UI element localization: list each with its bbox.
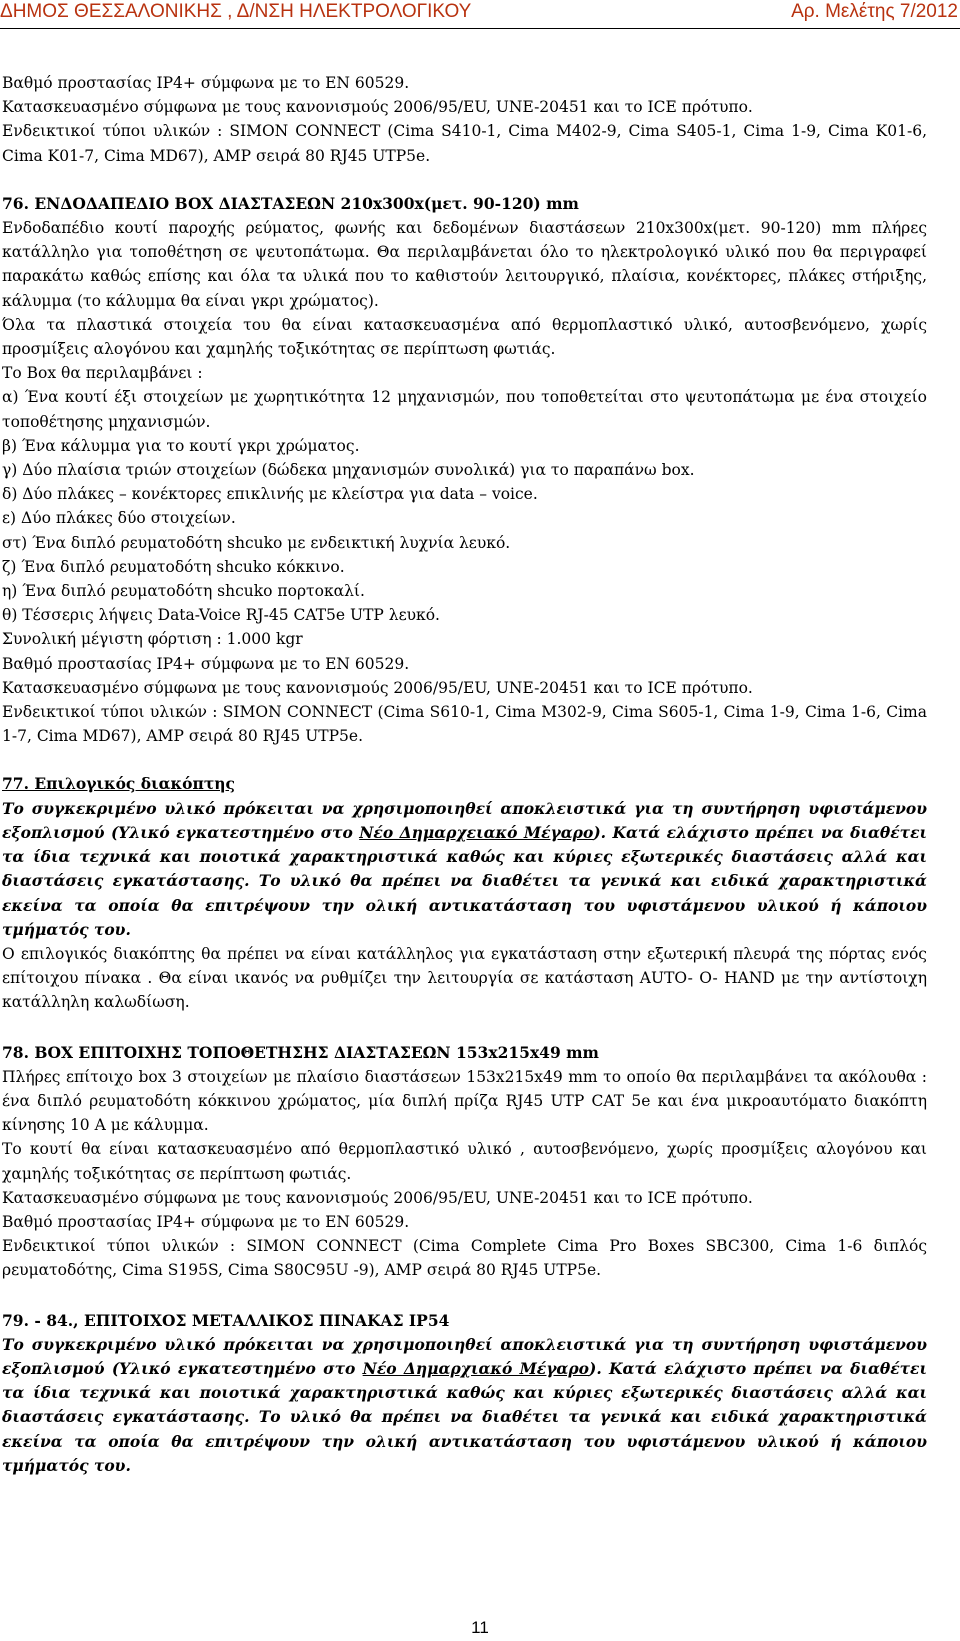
section-79-84-title: 79. - 84., ΕΠΙΤΟΙΧΟΣ ΜΕΤΑΛΛΙΚΟΣ ΠΙΝΑΚΑΣ IP54 (2, 1310, 450, 1330)
section-78-title: 78. ΒΟΧ ΕΠΙΤΟΙΧΗΣ ΤΟΠΟΘΕΤΗΣΗΣ ΔΙΑΣΤΑΣΕΩΝ 153x215x49 mm (2, 1042, 599, 1062)
section-76-max-load: Συνολική μέγιστη φόρτιση : 1.000 kgr (2, 630, 303, 649)
section-76-standards: Κατασκευασμένο σύμφωνα με τους κανονισμούς 2006/95/EU, UNE-20451 και το ICE πρότυπο. (2, 678, 753, 697)
list-item: ε) Δύο πλάκες δύο στοιχείων. (2, 509, 236, 528)
section-78-indicative-types: Ενδεικτικοί τύποι υλικών : SIMON CONNECT (Cima Complete Cima Pro Boxes SBC300, Cima 1-6 διπλός ρευματοδότης, Cima S195S, Cima S80C95U -9), AMP σειρά 80 RJ45 UTP5e. (2, 1237, 927, 1280)
intro-indicative-types: Ενδεικτικοί τύποι υλικών : SIMON CONNECT (Cima S410-1, Cima M402-9, Cima S405-1, Cima 1-9, Cima K01-6, Cima K01-7, Cima MD67), AMP σειρά 80 RJ45 UTP5e. (2, 122, 927, 165)
list-item: θ) Τέσσερις λήψεις Data-Voice RJ-45 CAT5e UTP λευκό. (2, 606, 440, 625)
list-item: β) Ένα κάλυμμα για το κουτί γκρι χρώματος. (2, 436, 360, 455)
intro-protection: Βαθμό προστασίας IP4+ σύμφωνα με το ΕΝ 60529. (2, 74, 410, 92)
page-number: 11 (471, 1618, 489, 1637)
section-76-materials: Όλα τα πλαστικά στοιχεία του θα είναι κατασκευασμένα από θερμοπλαστικό υλικό, αυτοσβενόμενο, χωρίς προσμίξεις αλογόνου και χαμηλής τοξικότητας σε περίπτωση φωτιάς. (2, 315, 927, 359)
building-reference: Νέο Δημαρχιακό Μέγαρο (362, 1358, 590, 1378)
section-76-title: 76. ΕΝΔΟΔΑΠΕΔΙΟ BOX ΔΙΑΣΤΑΣΕΩΝ 210x300x(μετ. 90-120) mm (2, 193, 579, 213)
page-header (0, 0, 960, 29)
section-76-indicative-types: Ενδεικτικοί τύποι υλικών : SIMON CONNECT (Cima S610-1, Cima M302-9, Cima S605-1, Cima 1-9, Cima 1-6, Cima 1-7, Cima MD67), AMP σειρά 80 RJ45 UTP5e. (2, 703, 927, 746)
header-organization: ΔΗΜΟΣ ΘΕΣΣΑΛΟΝΙΚΗΣ , Δ/ΝΣΗ ΗΛΕΚΤΡΟΛΟΓΙΚΟΥ (0, 1, 472, 22)
section-76-description: Ενδοδαπέδιο κουτί παροχής ρεύματος, φωνής και δεδομένων διαστάσεων 210x300x(μετ. 90-120) mm πλήρες κατάλληλο για τοποθέτηση σε ψευτοπάτωμα. Θα περιλαμβάνεται όλο το ηλεκτρολογικό υλικό που θα περιγραφεί παρακάτω καθώς επίσης και όλα τα υλικά που το καθιστούν λειτουργικό, πλαίσια, κονέκτορες, πλάκες στήριξης, κάλυμμα (το κάλυμμα θα είναι γκρι χρώματος). (2, 219, 927, 310)
document-body (2, 71, 927, 1478)
building-reference: Νέο Δημαρχειακό Μέγαρο (359, 822, 594, 842)
section-78-protection: Βαθμό προστασίας IP4+ σύμφωνα με το ΕΝ 60529. (2, 1212, 410, 1231)
list-item: γ) Δύο πλαίσια τριών στοιχείων (δώδεκα μηχανισμών συνολικά) για το παραπάνω box. (2, 461, 695, 480)
list-item: α) Ένα κουτί έξι στοιχείων με χωρητικότητα 12 μηχανισμών, που τοποθετείται στο ψευτοπάτωμα με ένα στοιχείο τοποθέτησης μηχανισμών. (2, 388, 927, 431)
section-76-protection: Βαθμό προστασίας IP4+ σύμφωνα με το ΕΝ 60529. (2, 654, 410, 673)
list-item: ζ) Ένα διπλό ρευματοδότη shcuko κόκκινο. (2, 557, 345, 576)
section-79-84-maintenance-note: Το συγκεκριμένο υλικό πρόκειται να χρησιμοποιηθεί αποκλειστικά για τη συντήρηση υφιστάμενου εξοπλισμού (Υλικό εγκατεστημένο στο Νέο Δημαρχιακό Μέγαρο). Κατά ελάχιστο πρέπει να διαθέτει τα ίδια τεχνικά και ποιοτικά χαρακτηριστικά καθώς και κύριες εξωτερικές διαστάσεις αλλά και διαστάσεις εγκατάστασης. Το υλικό θα πρέπει να διαθέτει τα γενικά και ειδικά χαρακτηριστικά εκείνα τα οποία θα επιτρέψουν την ολική αντικατάσταση του υφιστάμενου υλικού ή κάποιου τμήματός του. (2, 1334, 927, 1475)
list-item: δ) Δύο πλάκες – κονέκτορες επικλινής με κλείστρα για data – voice. (2, 485, 538, 504)
section-77-description: Ο επιλογικός διακόπτης θα πρέπει να είναι κατάλληλος για εγκατάσταση στην εξωτερική πλευρά της πόρτας ενός επίτοιχου πίνακα . Θα είναι ικανός να ρυθμίζει την λειτουργία σε κατάσταση AUTO- O- HAND με την αντίστοιχη κατάλληλη καλωδίωση. (2, 944, 927, 1012)
section-78-standards: Κατασκευασμένο σύμφωνα με τους κανονισμούς 2006/95/EU, UNE-20451 και το ICE πρότυπο. (2, 1188, 753, 1207)
intro-standards: Κατασκευασμένο σύμφωνα με τους κανονισμούς 2006/95/EU, UNE-20451 και το ICE πρότυπο. (2, 98, 753, 117)
section-78 (2, 1041, 927, 1283)
section-76 (2, 192, 927, 749)
section-76-includes: Το Box θα περιλαμβάνει : (2, 364, 203, 383)
section-77-maintenance-note: Το συγκεκριμένο υλικό πρόκειται να χρησιμοποιηθεί αποκλειστικά για τη συντήρηση υφιστάμενου εξοπλισμού (Υλικό εγκατεστημένο στο Νέο Δημαρχειακό Μέγαρο). Κατά ελάχιστο πρέπει να διαθέτει τα ίδια τεχνικά και ποιοτικά χαρακτηριστικά καθώς και κύριες εξωτερικές διαστάσεις αλλά και διαστάσεις εγκατάστασης. Το υλικό θα πρέπει να διαθέτει τα γενικά και ειδικά χαρακτηριστικά εκείνα τα οποία θα επιτρέψουν την ολική αντικατάσταση του υφιστάμενου υλικού ή κάποιου τμήματός του. (2, 798, 927, 939)
list-item: η) Ένα διπλό ρευματοδότη shcuko πορτοκαλί. (2, 582, 365, 601)
section-78-materials: Το κουτί θα είναι κατασκευασμένο από θερμοπλαστικό υλικό , αυτοσβενόμενο, χωρίς προσμίξεις αλογόνου και χαμηλής τοξικότητας σε περίπτωση φωτιάς. (2, 1140, 927, 1183)
header-study-number: Αρ. Μελέτης 7/2012 (791, 1, 958, 22)
section-78-description: Πλήρες επίτοιχο box 3 στοιχείων με πλαίσιο διαστάσεων 153x215x49 mm το οποίο θα περιλαμβάνει τα ακόλουθα : ένα διπλό ρευματοδότη κόκκινου χρώματος, μία διπλή πρίζα RJ45 UTP CAT 5e και ένα μικροαυτόματο διακόπτη κίνησης 10 Α με κάλυμμα. (2, 1067, 927, 1135)
section-77 (2, 772, 927, 1014)
list-item: στ) Ένα διπλό ρευματοδότη shcuko με ενδεικτική λυχνία λευκό. (2, 533, 511, 552)
section-79-84 (2, 1309, 927, 1478)
section-77-title: 77. Επιλογικός διακόπτης (2, 774, 235, 794)
